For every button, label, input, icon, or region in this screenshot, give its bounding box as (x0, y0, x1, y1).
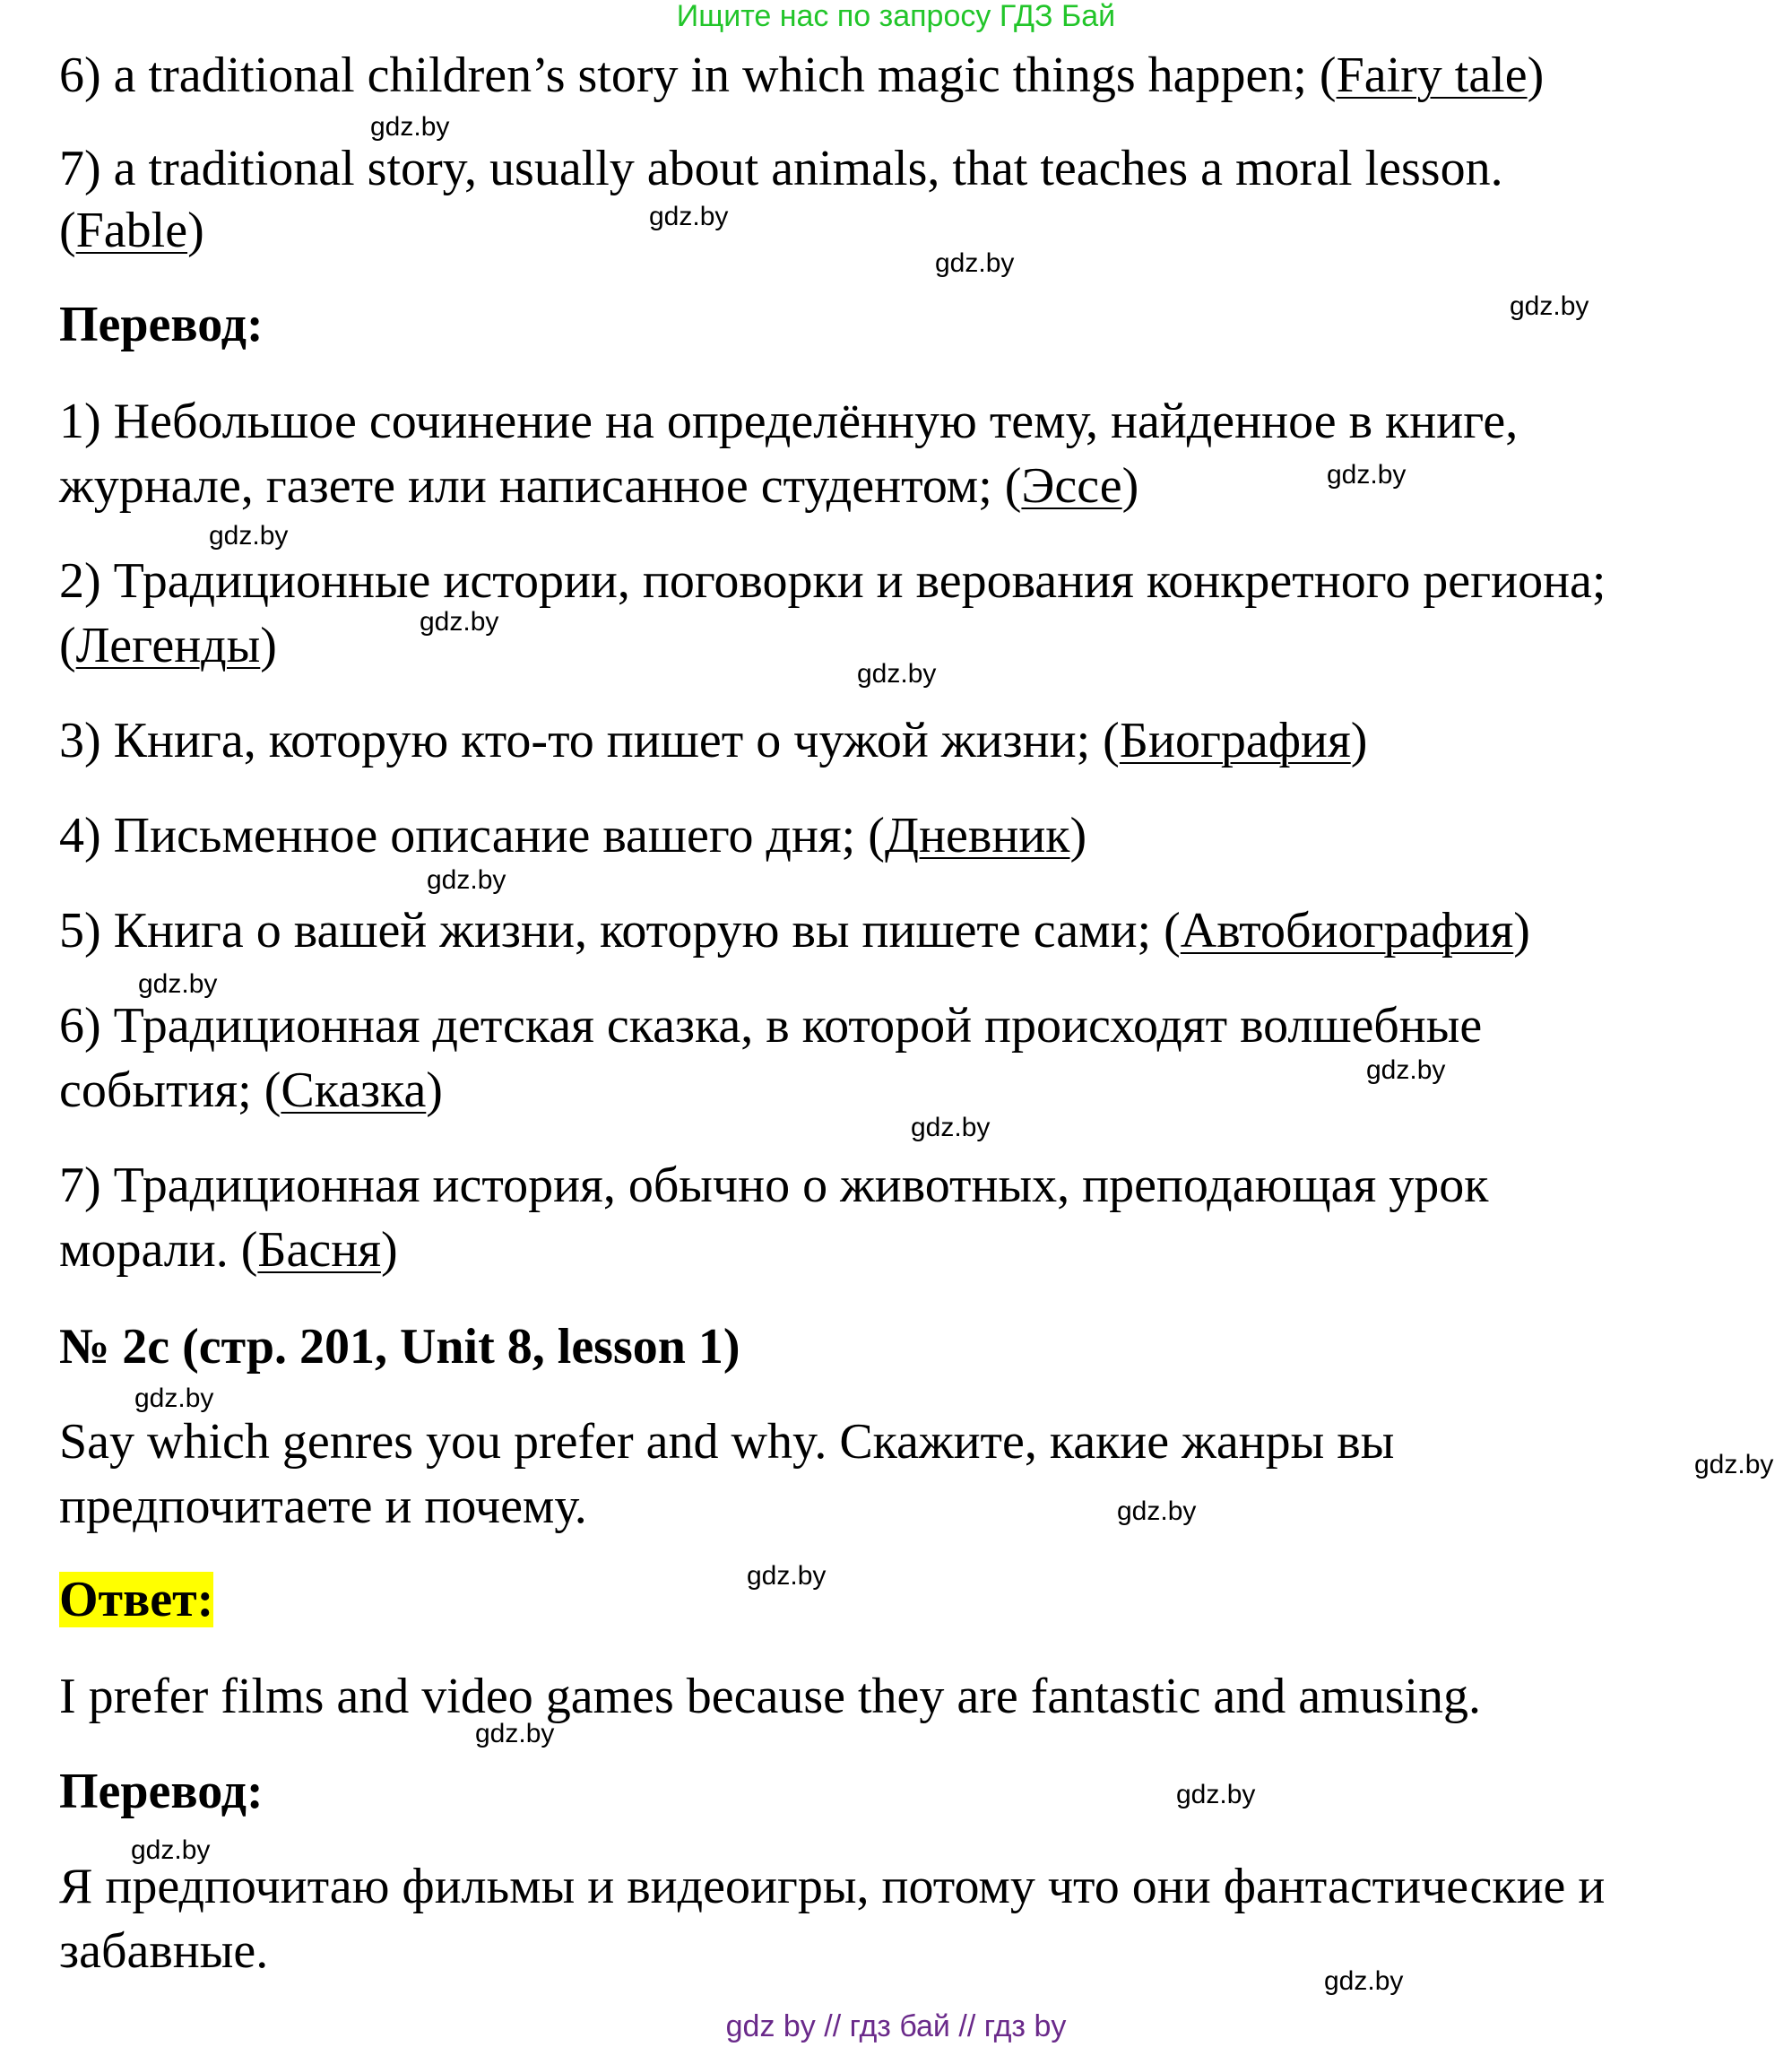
answer-skazka: Сказка (281, 1063, 427, 1118)
definition-item-7-line2: (Fable) (59, 203, 204, 258)
watermark: gdz.by (1694, 1450, 1774, 1479)
translation-item-7-line2: морали. (Басня) (59, 1222, 398, 1278)
footer-links: gdz by // гдз бай // гдз by (725, 2009, 1067, 2043)
translation-item-2-line2: (Легенды) (59, 618, 277, 673)
translation-item-4: 4) Письменное описание вашего дня; (Дневник) (59, 808, 1087, 863)
translation-item-5: 5) Книга о вашей жизни, которую вы пишете сами; (Автобиография) (59, 903, 1530, 958)
definition-item-7-line1: 7) a traditional story, usually about animals, that teaches a moral lesson. (59, 141, 1503, 196)
translation-heading: Перевод: (59, 297, 264, 352)
watermark: gdz.by (649, 202, 729, 231)
watermark: gdz.by (138, 969, 218, 999)
translation-item-1-line1: 1) Небольшое сочинение на определённую тему, найденное в книге, (59, 394, 1519, 449)
watermark: gdz.by (857, 659, 937, 689)
watermark: gdz.by (370, 112, 450, 142)
answer-translation-heading: Перевод: (59, 1764, 264, 1819)
answer-dnevnik: Дневник (884, 808, 1070, 863)
watermark: gdz.by (1324, 1966, 1404, 1996)
answer-fairy-tale: Fairy tale (1336, 48, 1528, 103)
watermark: gdz.by (1510, 291, 1589, 321)
top-banner: Ищите нас по запросу ГДЗ Бай (676, 0, 1116, 33)
answer-basnya: Басня (257, 1222, 381, 1278)
watermark: gdz.by (911, 1113, 991, 1142)
watermark: gdz.by (747, 1561, 827, 1591)
watermark: gdz.by (1327, 460, 1407, 490)
translation-item-6-line1: 6) Традиционная детская сказка, в которой происходят волшебные (59, 998, 1483, 1054)
answer-biografiya: Биография (1119, 713, 1351, 768)
translation-item-2-line1: 2) Традиционные истории, поговорки и верования конкретного региона; (59, 553, 1606, 609)
answer-fable: Fable (75, 203, 188, 258)
answer-heading-highlight: Ответ: (59, 1572, 214, 1627)
watermark: gdz.by (1366, 1055, 1446, 1085)
watermark: gdz.by (209, 521, 289, 551)
translation-item-7-line1: 7) Традиционная история, обычно о животных, преподающая урок (59, 1158, 1489, 1213)
answer-legendy: Легенды (75, 618, 261, 673)
exercise-task-line1: Say which genres you prefer and why. Скажите, какие жанры вы (59, 1414, 1395, 1470)
exercise-heading: № 2с (стр. 201, Unit 8, lesson 1) (59, 1319, 740, 1375)
watermark: gdz.by (420, 607, 499, 637)
answer-heading (59, 1571, 213, 1628)
watermark: gdz.by (935, 248, 1015, 278)
watermark: gdz.by (427, 865, 506, 895)
answer-translation-line1: Я предпочитаю фильмы и видеоигры, потому что они фантастические и (59, 1859, 1606, 1914)
translation-item-1-line2: журнале, газете или написанное студентом; (Эссе) (59, 458, 1139, 514)
answer-esse: Эссе (1021, 458, 1122, 514)
watermark: gdz.by (1117, 1496, 1197, 1526)
watermark: gdz.by (475, 1719, 555, 1748)
watermark: gdz.by (131, 1835, 211, 1865)
exercise-task-line2: предпочитаете и почему. (59, 1479, 587, 1534)
watermark: gdz.by (134, 1383, 214, 1413)
translation-item-6-line2: события; (Сказка) (59, 1063, 443, 1118)
answer-text: I prefer films and video games because they are fantastic and amusing. (59, 1669, 1482, 1724)
definition-item-6: 6) a traditional children’s story in which magic things happen; (Fairy tale) (59, 48, 1545, 103)
answer-translation-line2: забавные. (59, 1923, 269, 1979)
translation-item-3: 3) Книга, которую кто-то пишет о чужой жизни; (Биография) (59, 713, 1368, 768)
watermark: gdz.by (1176, 1780, 1256, 1809)
answer-avtobiografiya: Автобиография (1180, 903, 1514, 958)
